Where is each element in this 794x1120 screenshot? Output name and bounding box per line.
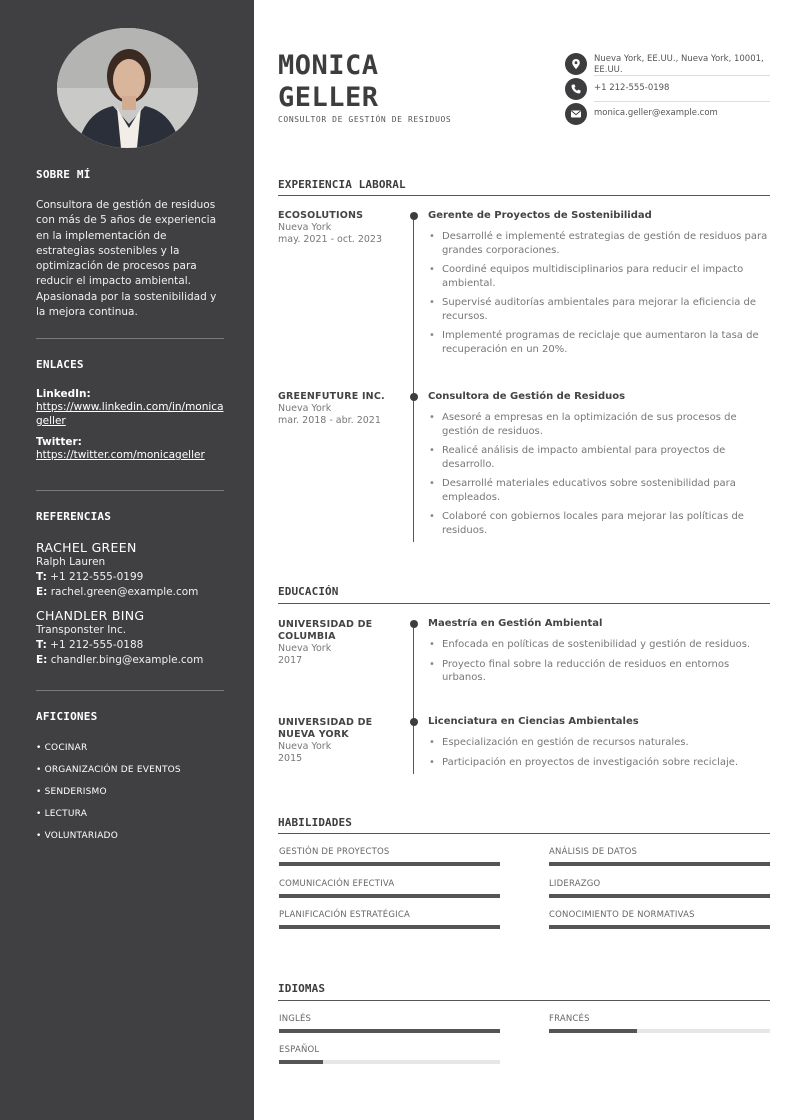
bullet-item: • Enfocada en políticas de sostenibilidad y gestión de residuos. <box>428 638 770 652</box>
reference-name: CHANDLER BING <box>36 608 145 623</box>
email-text[interactable]: monica.geller@example.com <box>594 108 718 118</box>
contact-divider <box>594 75 770 76</box>
about-text: Consultora de gestión de residuos con más de 5 años de experiencia en la implementación de estrategias sostenibles y la optimización de procesos para reducir el impacto ambiental. Apasionada por la sostenibilidad y la mejora continua. <box>36 199 217 319</box>
hobby-item: • COCINAR <box>36 743 88 753</box>
language-label: FRANCÉS <box>549 1014 590 1024</box>
education-detail <box>428 716 770 775</box>
linkedin-label: LinkedIn: <box>36 388 91 400</box>
skills-title: HABILIDADES <box>278 816 352 829</box>
about-title: SOBRE MÍ <box>36 168 91 181</box>
year: 2015 <box>278 753 303 764</box>
reference-item <box>36 540 224 600</box>
sidebar-divider <box>36 338 224 339</box>
level-fill <box>549 894 770 898</box>
timeline-dot <box>410 718 418 726</box>
sidebar <box>0 0 254 1120</box>
section-rule <box>278 833 770 834</box>
hobby-item: • VOLUNTARIADO <box>36 831 118 841</box>
language-bar <box>279 1060 500 1064</box>
contact-divider <box>594 101 770 102</box>
level-fill <box>279 1029 500 1033</box>
reference-company: Transponster Inc. <box>36 624 127 636</box>
skill-bar <box>549 925 770 929</box>
language-bar <box>279 1029 500 1033</box>
experience-detail <box>428 391 770 543</box>
language-item <box>279 1014 500 1033</box>
hobbies-title: AFICIONES <box>36 710 98 723</box>
references-section <box>36 510 224 668</box>
experience-timeline <box>413 216 414 542</box>
section-rule <box>278 1000 770 1001</box>
reference-item <box>36 608 224 668</box>
address-text: Nueva York, EE.UU., Nueva York, 10001, EE.UU. <box>594 54 764 75</box>
skill-item <box>279 879 500 898</box>
skill-bar <box>279 862 500 866</box>
bullet-item: • Colaboré con gobiernos locales para mejorar las políticas de residuos. <box>428 510 770 537</box>
education-timeline <box>413 624 414 774</box>
job-title: CONSULTOR DE GESTIÓN DE RESIDUOS <box>278 115 452 124</box>
last-name: GELLER <box>278 82 379 113</box>
language-label: ESPAÑOL <box>279 1045 320 1055</box>
hobbies-section <box>36 710 224 853</box>
first-name: MONICA <box>278 50 379 81</box>
employer: GREENFUTURE INC. <box>278 391 385 402</box>
links-title: ENLACES <box>36 358 84 371</box>
skill-label: CONOCIMIENTO DE NORMATIVAS <box>549 910 695 920</box>
phone-icon <box>565 78 587 100</box>
skill-label: LIDERAZGO <box>549 879 601 889</box>
bullet-item: • Asesoré a empresas en la optimización de sus procesos de gestión de residuos. <box>428 411 770 438</box>
reference-phone: T: +1 212-555-0188 <box>36 639 144 651</box>
skill-label: COMUNICACIÓN EFECTIVA <box>279 879 395 889</box>
contact-address <box>565 53 770 75</box>
dates: may. 2021 - oct. 2023 <box>278 234 383 245</box>
language-bar <box>549 1029 770 1033</box>
bullet-item: • Implementé programas de reciclaje que aumentaron la tasa de recuperación en un 20%. <box>428 329 770 356</box>
skill-item <box>279 847 500 866</box>
sidebar-divider <box>36 690 224 691</box>
bullet-item: • Participación en proyectos de investigación sobre reciclaje. <box>428 756 770 770</box>
reference-email: E: rachel.green@example.com <box>36 586 199 598</box>
experience-meta <box>278 391 396 427</box>
bullet-item: • Coordiné equipos multidisciplinarios para reducir el impacto ambiental. <box>428 263 770 290</box>
employer: ECOSOLUTIONS <box>278 210 364 221</box>
skill-bar <box>549 862 770 866</box>
level-fill <box>279 1060 323 1064</box>
language-item <box>279 1045 500 1064</box>
twitter-link[interactable]: https://twitter.com/monicageller <box>36 449 205 461</box>
bullet-item: • Desarrollé materiales educativos sobre sostenibilidad para empleados. <box>428 477 770 504</box>
education-meta <box>278 619 396 667</box>
reference-company: Ralph Lauren <box>36 556 106 568</box>
degree-title: Maestría en Gestión Ambiental <box>428 618 603 629</box>
skill-bar <box>279 925 500 929</box>
location: Nueva York <box>278 643 332 654</box>
education-detail <box>428 618 770 691</box>
experience-title: EXPERIENCIA LABORAL <box>278 178 406 191</box>
hobby-item: • ORGANIZACIÓN DE EVENTOS <box>36 765 181 775</box>
sidebar-divider <box>36 490 224 491</box>
language-label: INGLÉS <box>279 1014 312 1024</box>
level-fill <box>279 925 500 929</box>
skill-bar <box>549 894 770 898</box>
skill-item <box>549 910 770 929</box>
level-fill <box>549 862 770 866</box>
bullet-item: • Proyecto final sobre la reducción de residuos en entornos urbanos. <box>428 658 770 685</box>
phone-text: +1 212-555-0198 <box>594 83 670 93</box>
skill-bar <box>279 894 500 898</box>
languages-title: IDIOMAS <box>278 982 326 995</box>
reference-email: E: chandler.bing@example.com <box>36 654 204 666</box>
language-item <box>549 1014 770 1033</box>
skill-item <box>549 879 770 898</box>
twitter-label: Twitter: <box>36 436 82 448</box>
role-title: Consultora de Gestión de Residuos <box>428 391 626 402</box>
experience-detail <box>428 210 770 362</box>
hobby-item: • SENDERISMO <box>36 787 107 797</box>
section-rule <box>278 195 770 196</box>
dates: mar. 2018 - abr. 2021 <box>278 415 381 426</box>
education-title: EDUCACIÓN <box>278 585 339 598</box>
hobby-item: • LECTURA <box>36 809 88 819</box>
level-fill <box>549 925 770 929</box>
email-icon <box>565 103 587 125</box>
reference-name: RACHEL GREEN <box>36 540 137 555</box>
bullet-item: • Desarrollé e implementé estrategias de gestión de residuos para grandes corporaciones. <box>428 230 770 257</box>
institution: UNIVERSIDAD DE COLUMBIA <box>278 619 373 642</box>
timeline-dot <box>410 620 418 628</box>
degree-title: Licenciatura en Ciencias Ambientales <box>428 716 639 727</box>
timeline-dot <box>410 393 418 401</box>
level-fill <box>549 1029 637 1033</box>
institution: UNIVERSIDAD DE NUEVA YORK <box>278 717 373 740</box>
candidate-name <box>278 50 379 114</box>
avatar <box>57 28 198 148</box>
section-rule <box>278 603 770 604</box>
location-pin-icon <box>565 53 587 75</box>
bullet-item: • Especialización en gestión de recursos naturales. <box>428 736 770 750</box>
level-fill <box>279 862 500 866</box>
year: 2017 <box>278 655 303 666</box>
level-fill <box>279 894 500 898</box>
linkedin-link[interactable]: https://www.linkedin.com/in/monicageller <box>36 401 224 427</box>
references-title: REFERENCIAS <box>36 510 112 523</box>
reference-phone: T: +1 212-555-0199 <box>36 571 144 583</box>
role-title: Gerente de Proyectos de Sostenibilidad <box>428 210 652 221</box>
location: Nueva York <box>278 222 332 233</box>
skill-item <box>279 910 500 929</box>
skill-label: GESTIÓN DE PROYECTOS <box>279 847 390 857</box>
skill-label: ANÁLISIS DE DATOS <box>549 847 638 857</box>
about-section <box>36 168 224 320</box>
experience-meta <box>278 210 396 246</box>
contact-phone <box>565 78 770 100</box>
education-meta <box>278 717 396 765</box>
contact-email <box>565 103 770 125</box>
timeline-dot <box>410 212 418 220</box>
skill-label: PLANIFICACIÓN ESTRATÉGICA <box>279 910 411 920</box>
bullet-item: • Supervisé auditorías ambientales para mejorar la eficiencia de recursos. <box>428 296 770 323</box>
bullet-item: • Realicé análisis de impacto ambiental para proyectos de desarrollo. <box>428 444 770 471</box>
links-section <box>36 358 224 462</box>
profile-photo <box>57 28 198 148</box>
location: Nueva York <box>278 403 332 414</box>
skill-item <box>549 847 770 866</box>
location: Nueva York <box>278 741 332 752</box>
